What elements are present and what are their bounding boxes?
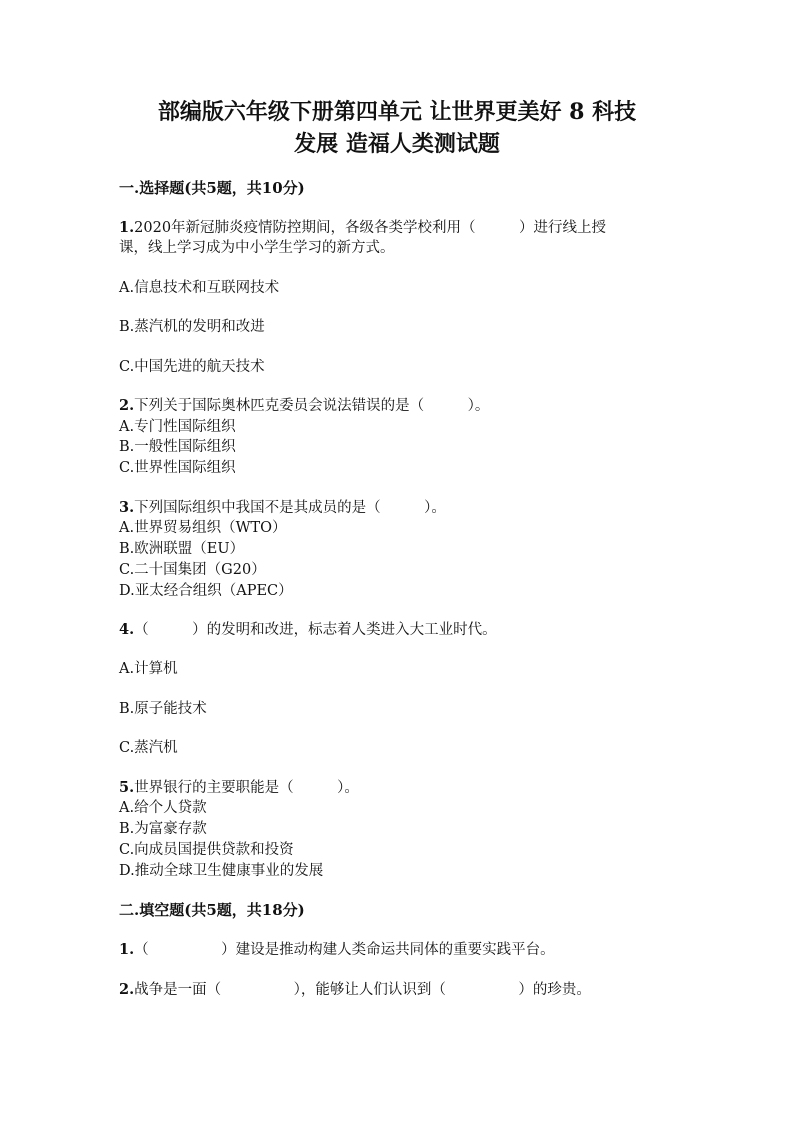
question-text: 下列关于国际奥林匹克委员会说法错误的是（ ）。 (134, 398, 490, 414)
q2-option-c: C.世界性国际组织 (119, 460, 236, 476)
section-heading-fill: 二.填空题(共5题，共18分) (119, 901, 305, 919)
question-number: 5. (119, 779, 135, 796)
document-title-line-1: 部编版六年级下册第四单元 让世界更美好 8 科技 (157, 99, 637, 125)
question-number: 3. (119, 499, 135, 516)
question-text: 战争是一面（ ），能够让人们认识到（ ）的珍贵。 (134, 982, 591, 998)
q5-option-a: A.给个人贷款 (119, 800, 207, 816)
q5-option-d: D.推动全球卫生健康事业的发展 (119, 863, 324, 879)
question-number: 1. (119, 219, 135, 236)
section-heading-choice: 一.选择题(共5题，共10分) (119, 179, 305, 197)
question-4-stem (119, 620, 497, 640)
question-text: 2020年新冠肺炎疫情防控期间，各级各类学校利用（ ）进行线上授 (134, 220, 607, 236)
question-1-stem-cont: 课，线上学习成为中小学生学习的新方式。 (119, 240, 395, 256)
q1-option-c: C.中国先进的航天技术 (119, 359, 265, 375)
question-number: 1. (119, 941, 135, 958)
fill-question-1 (119, 940, 555, 960)
question-2-stem (119, 396, 489, 416)
fill-question-2 (119, 980, 591, 1000)
question-5-stem (119, 778, 359, 798)
question-text: 下列国际组织中我国不是其成员的是（ ）。 (134, 500, 446, 516)
question-number: 2. (119, 981, 135, 998)
q4-option-c: C.蒸汽机 (119, 740, 178, 756)
question-text: （ ）的发明和改进，标志着人类进入大工业时代。 (134, 622, 497, 638)
q3-option-c: C.二十国集团（G20） (119, 562, 266, 578)
q3-option-a: A.世界贸易组织（WTO） (119, 520, 287, 536)
question-text: （ ）建设是推动构建人类命运共同体的重要实践平台。 (134, 942, 555, 958)
q3-option-b: B.欧洲联盟（EU） (119, 541, 245, 557)
question-3-stem (119, 498, 446, 518)
q5-option-b: B.为富豪存款 (119, 821, 207, 837)
q2-option-a: A.专门性国际组织 (119, 419, 236, 435)
question-1-stem (119, 218, 606, 238)
q1-option-b: B.蒸汽机的发明和改进 (119, 319, 265, 335)
document-title-line-2: 发展 造福人类测试题 (294, 131, 500, 157)
question-text: 世界银行的主要职能是（ ）。 (134, 780, 359, 796)
q5-option-c: C.向成员国提供贷款和投资 (119, 842, 294, 858)
q1-option-a: A.信息技术和互联网技术 (119, 280, 280, 296)
q3-option-d: D.亚太经合组织（APEC） (119, 583, 293, 599)
q4-option-b: B.原子能技术 (119, 701, 207, 717)
q2-option-b: B.一般性国际组织 (119, 439, 236, 455)
q4-option-a: A.计算机 (119, 661, 178, 677)
question-number: 4. (119, 621, 135, 638)
question-number: 2. (119, 397, 135, 414)
